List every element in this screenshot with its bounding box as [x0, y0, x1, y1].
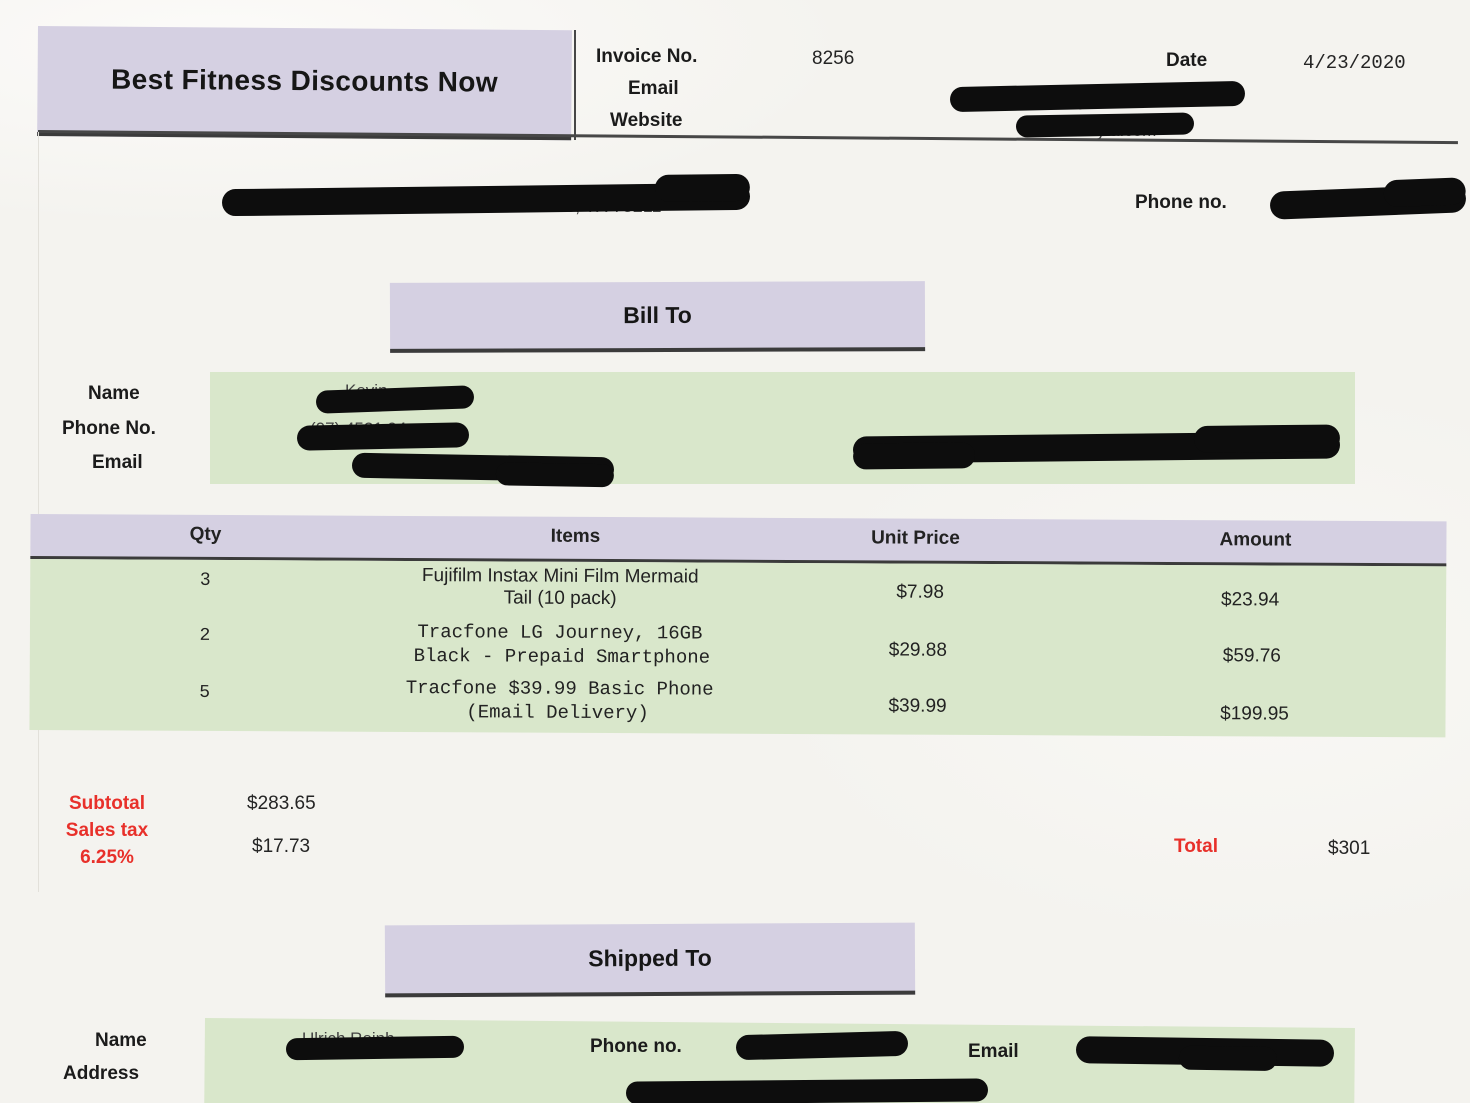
row2-amount: $59.76 [1222, 645, 1281, 667]
bill-to-banner [390, 281, 925, 353]
header-phone-redaction [1270, 184, 1467, 220]
date-value: 4/23/2020 [1303, 52, 1406, 74]
bill-address-redaction [853, 431, 1340, 463]
row2-unit-price: $29.88 [888, 639, 947, 661]
sales-tax-label: Sales tax [65, 820, 149, 841]
invoice-no-value: 8256 [812, 48, 855, 69]
total-value: $301 [1328, 838, 1371, 859]
bill-phone-label: Phone No. [62, 418, 156, 439]
subtotal-label: Subtotal [69, 793, 145, 814]
row2-item-line1: Tracfone LG Journey, 16GB [417, 621, 703, 645]
header-email-label: Email [628, 78, 679, 99]
header-website-label: Website [610, 110, 683, 131]
col-header-unit-price: Unit Price [871, 527, 960, 549]
row1-item-line1: Fujifilm Instax Mini Film Mermaid [421, 565, 699, 588]
bill-email-redaction [352, 453, 614, 483]
company-address-redaction [222, 183, 750, 216]
col-header-qty: Qty [189, 523, 222, 546]
company-name-banner [37, 26, 572, 140]
row1-amount: $23.94 [1221, 589, 1280, 611]
sales-tax-value: $17.73 [252, 836, 311, 857]
ship-address-label: Address [63, 1063, 140, 1084]
date-label: Date [1166, 50, 1208, 71]
header-phone-label: Phone no. [1135, 192, 1227, 213]
row1-unit-price: $7.98 [896, 581, 944, 603]
row3-unit-price: $39.99 [888, 695, 947, 717]
row3-item-line2: (Email Delivery) [466, 701, 649, 725]
col-header-amount: Amount [1219, 529, 1292, 551]
bill-name-label: Name [88, 383, 140, 404]
row3-amount: $199.95 [1220, 703, 1289, 725]
invoice-no-label: Invoice No. [596, 46, 698, 67]
row3-item-line1: Tracfone $39.99 Basic Phone [405, 676, 714, 701]
row3-qty: 5 [199, 682, 211, 703]
row1-item-line2: Tail (10 pack) [503, 587, 617, 610]
sales-tax-rate: 6.25% [80, 847, 134, 868]
header-website-redaction [1016, 112, 1194, 137]
header-email-redaction [950, 81, 1245, 112]
header-divider-vertical [574, 30, 576, 140]
bill-to-title: Bill To [623, 301, 692, 328]
ship-phone-redaction [736, 1031, 909, 1060]
ship-name-label: Name [95, 1030, 147, 1051]
ship-address-redaction [626, 1078, 988, 1103]
ship-name-redaction [286, 1036, 464, 1060]
bill-phone-redaction [297, 422, 469, 451]
ship-email-label: Email [968, 1041, 1019, 1062]
company-name: Best Fitness Discounts Now [110, 63, 499, 98]
row2-qty: 2 [199, 625, 211, 646]
shipped-to-banner [385, 923, 915, 998]
ship-email-redaction [1076, 1036, 1334, 1067]
items-table [29, 514, 1446, 737]
row1-qty: 3 [200, 568, 211, 589]
bill-email-label: Email [92, 452, 143, 473]
col-header-items: Items [550, 525, 601, 547]
subtotal-value: $283.65 [247, 793, 316, 814]
total-label: Total [1174, 836, 1218, 857]
shipped-to-title: Shipped To [588, 944, 712, 971]
scan-edge-line [38, 132, 39, 892]
ship-phone-label: Phone no. [590, 1036, 682, 1057]
row2-item-line2: Black - Prepaid Smartphone [413, 645, 711, 669]
